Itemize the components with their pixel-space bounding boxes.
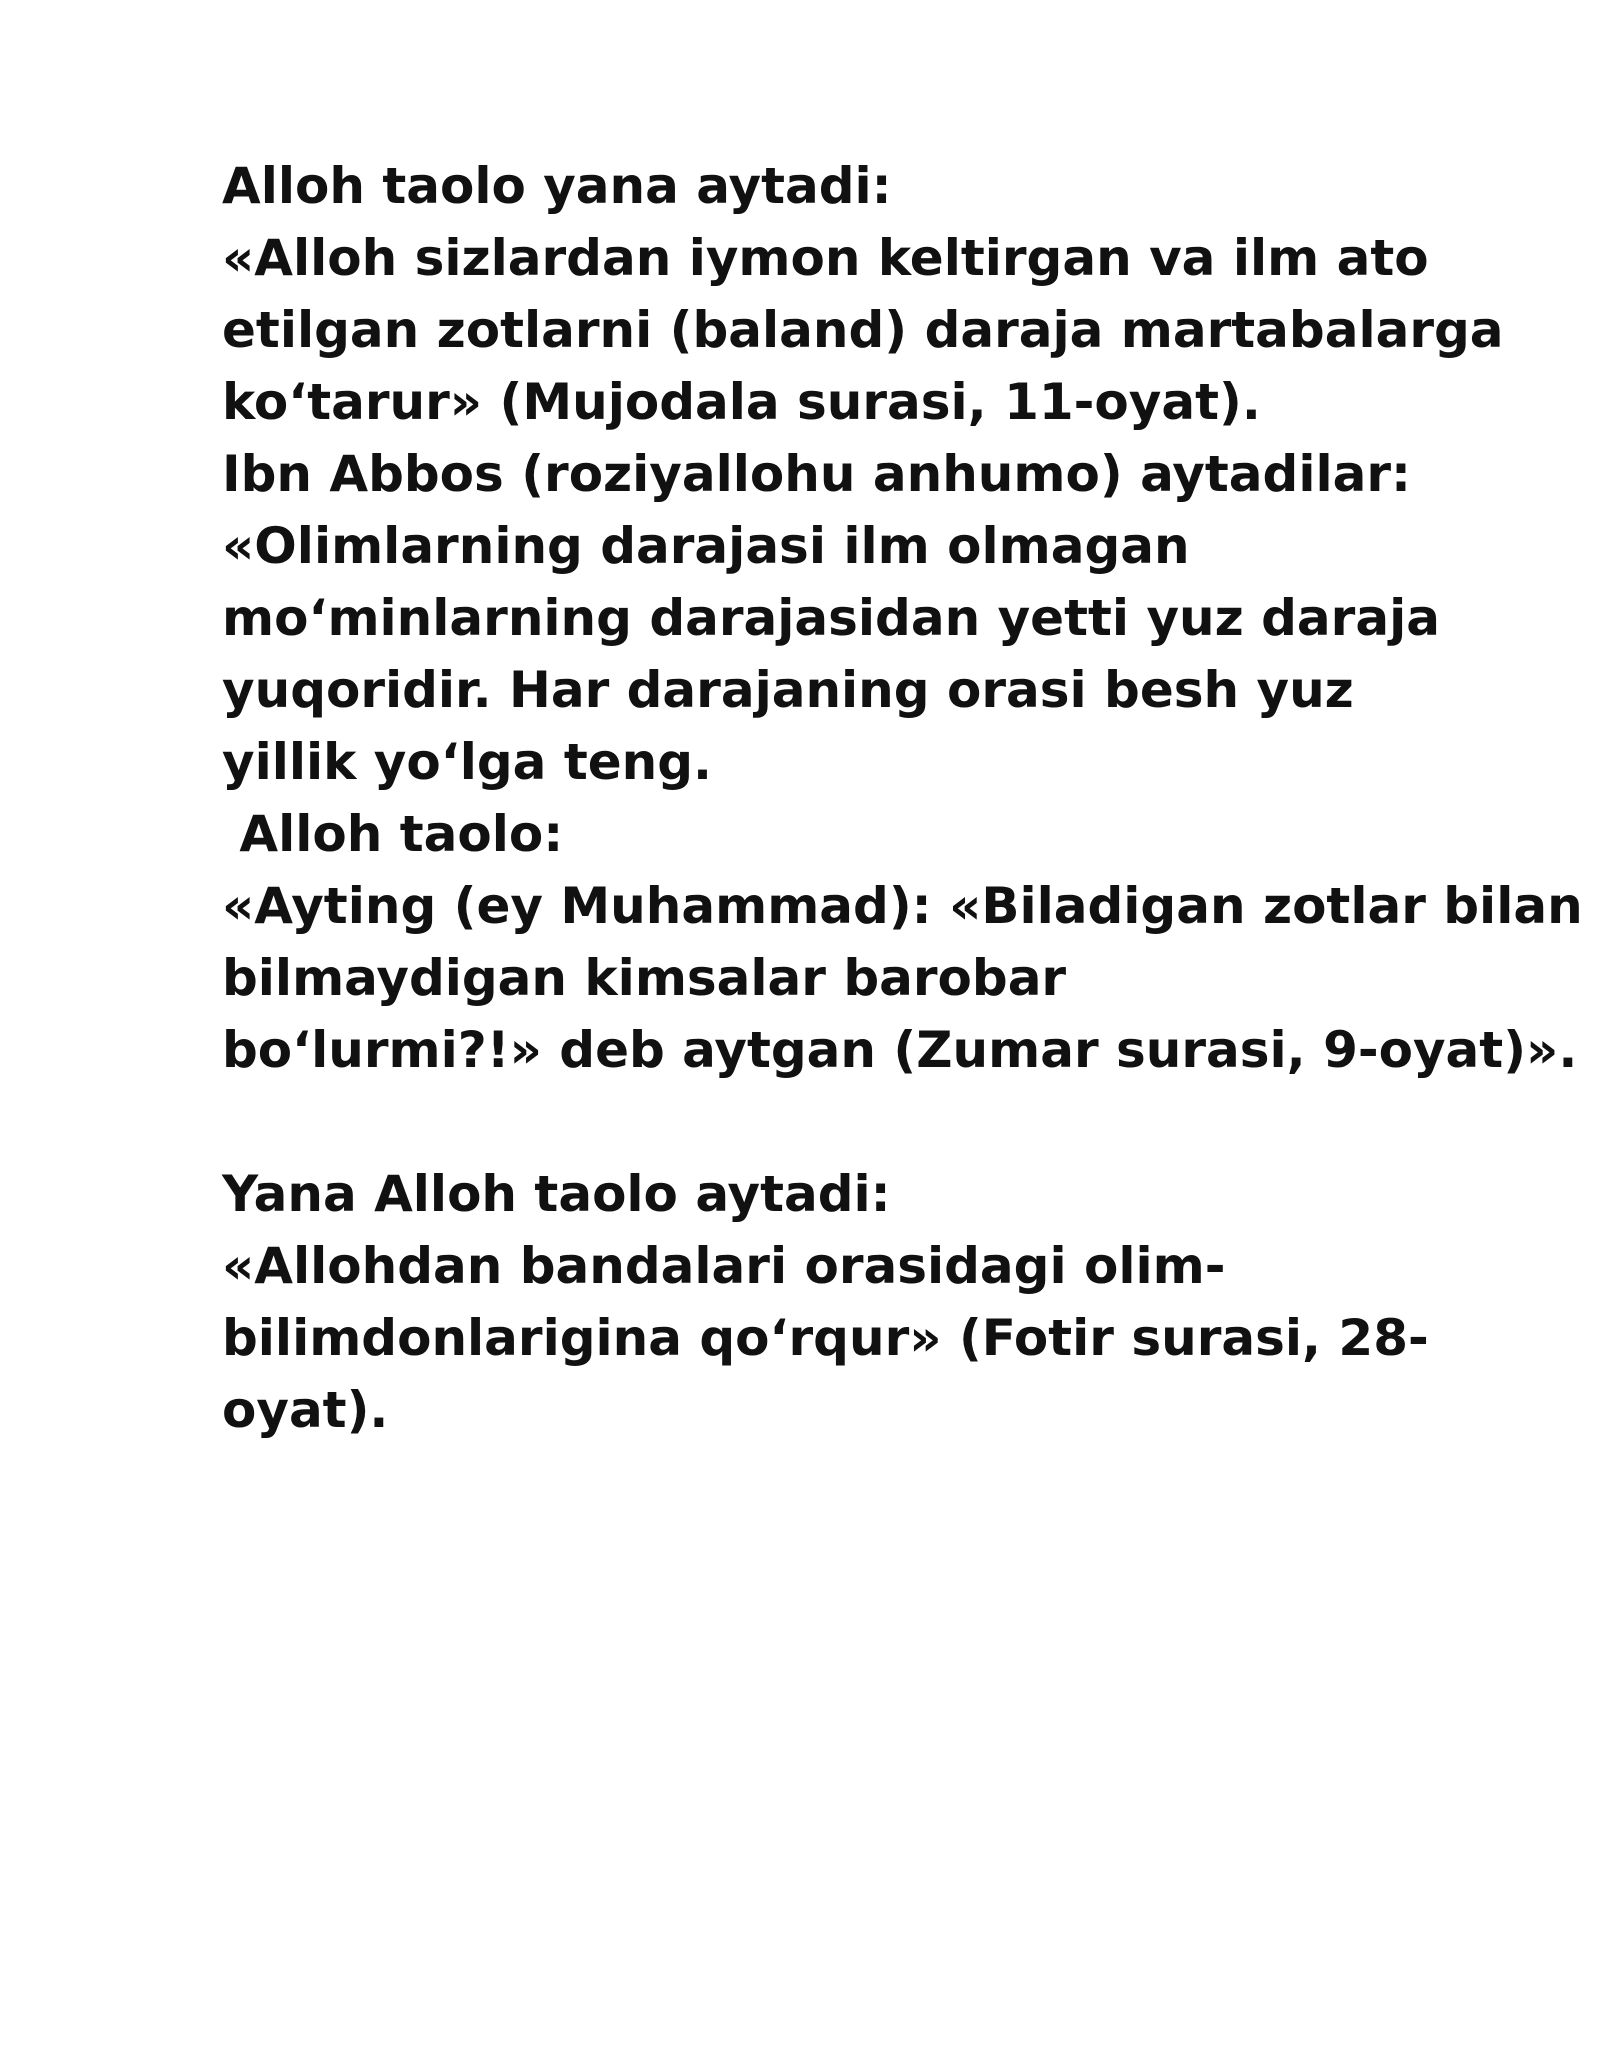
quote-line: «Alloh sizlardan iymon keltirgan va ilm ato [222, 229, 1429, 287]
citation-line: bilimdonlarigina qo‘rqur» (Fotir surasi, 28- [222, 1309, 1429, 1367]
heading-line: Alloh taolo yana aytadi: [222, 157, 892, 215]
heading-line: Ibn Abbos (roziyallohu anhumo) aytadilar: [222, 445, 1411, 503]
heading-line: Alloh taolo: [222, 805, 564, 863]
blank-line [222, 1086, 1552, 1158]
quote-line: bilmaydigan kimsalar barobar [222, 949, 1067, 1007]
quote-line: «Allohdan bandalari orasidagi olim- [222, 1237, 1226, 1295]
quote-line: «Ayting (ey Muhammad): «Biladigan zotlar bilan [222, 877, 1583, 935]
document-text [222, 150, 1583, 1446]
citation-line: oyat). [222, 1381, 389, 1439]
citation-line: bo‘lurmi?!» deb aytgan (Zumar surasi, 9-oyat)». [222, 1021, 1578, 1079]
heading-line: Yana Alloh taolo aytadi: [222, 1165, 891, 1223]
quote-line: mo‘minlarning darajasidan yetti yuz daraja [222, 589, 1440, 647]
quote-line: «Olimlarning darajasi ilm olmagan [222, 517, 1190, 575]
quote-line: etilgan zotlarni (baland) daraja martabalarga [222, 301, 1504, 359]
quote-line: yuqoridir. Har darajaning orasi besh yuz [222, 661, 1354, 719]
citation-line: ko‘tarur» (Mujodala surasi, 11-oyat). [222, 373, 1261, 431]
quote-line: yillik yo‘lga teng. [222, 733, 713, 791]
